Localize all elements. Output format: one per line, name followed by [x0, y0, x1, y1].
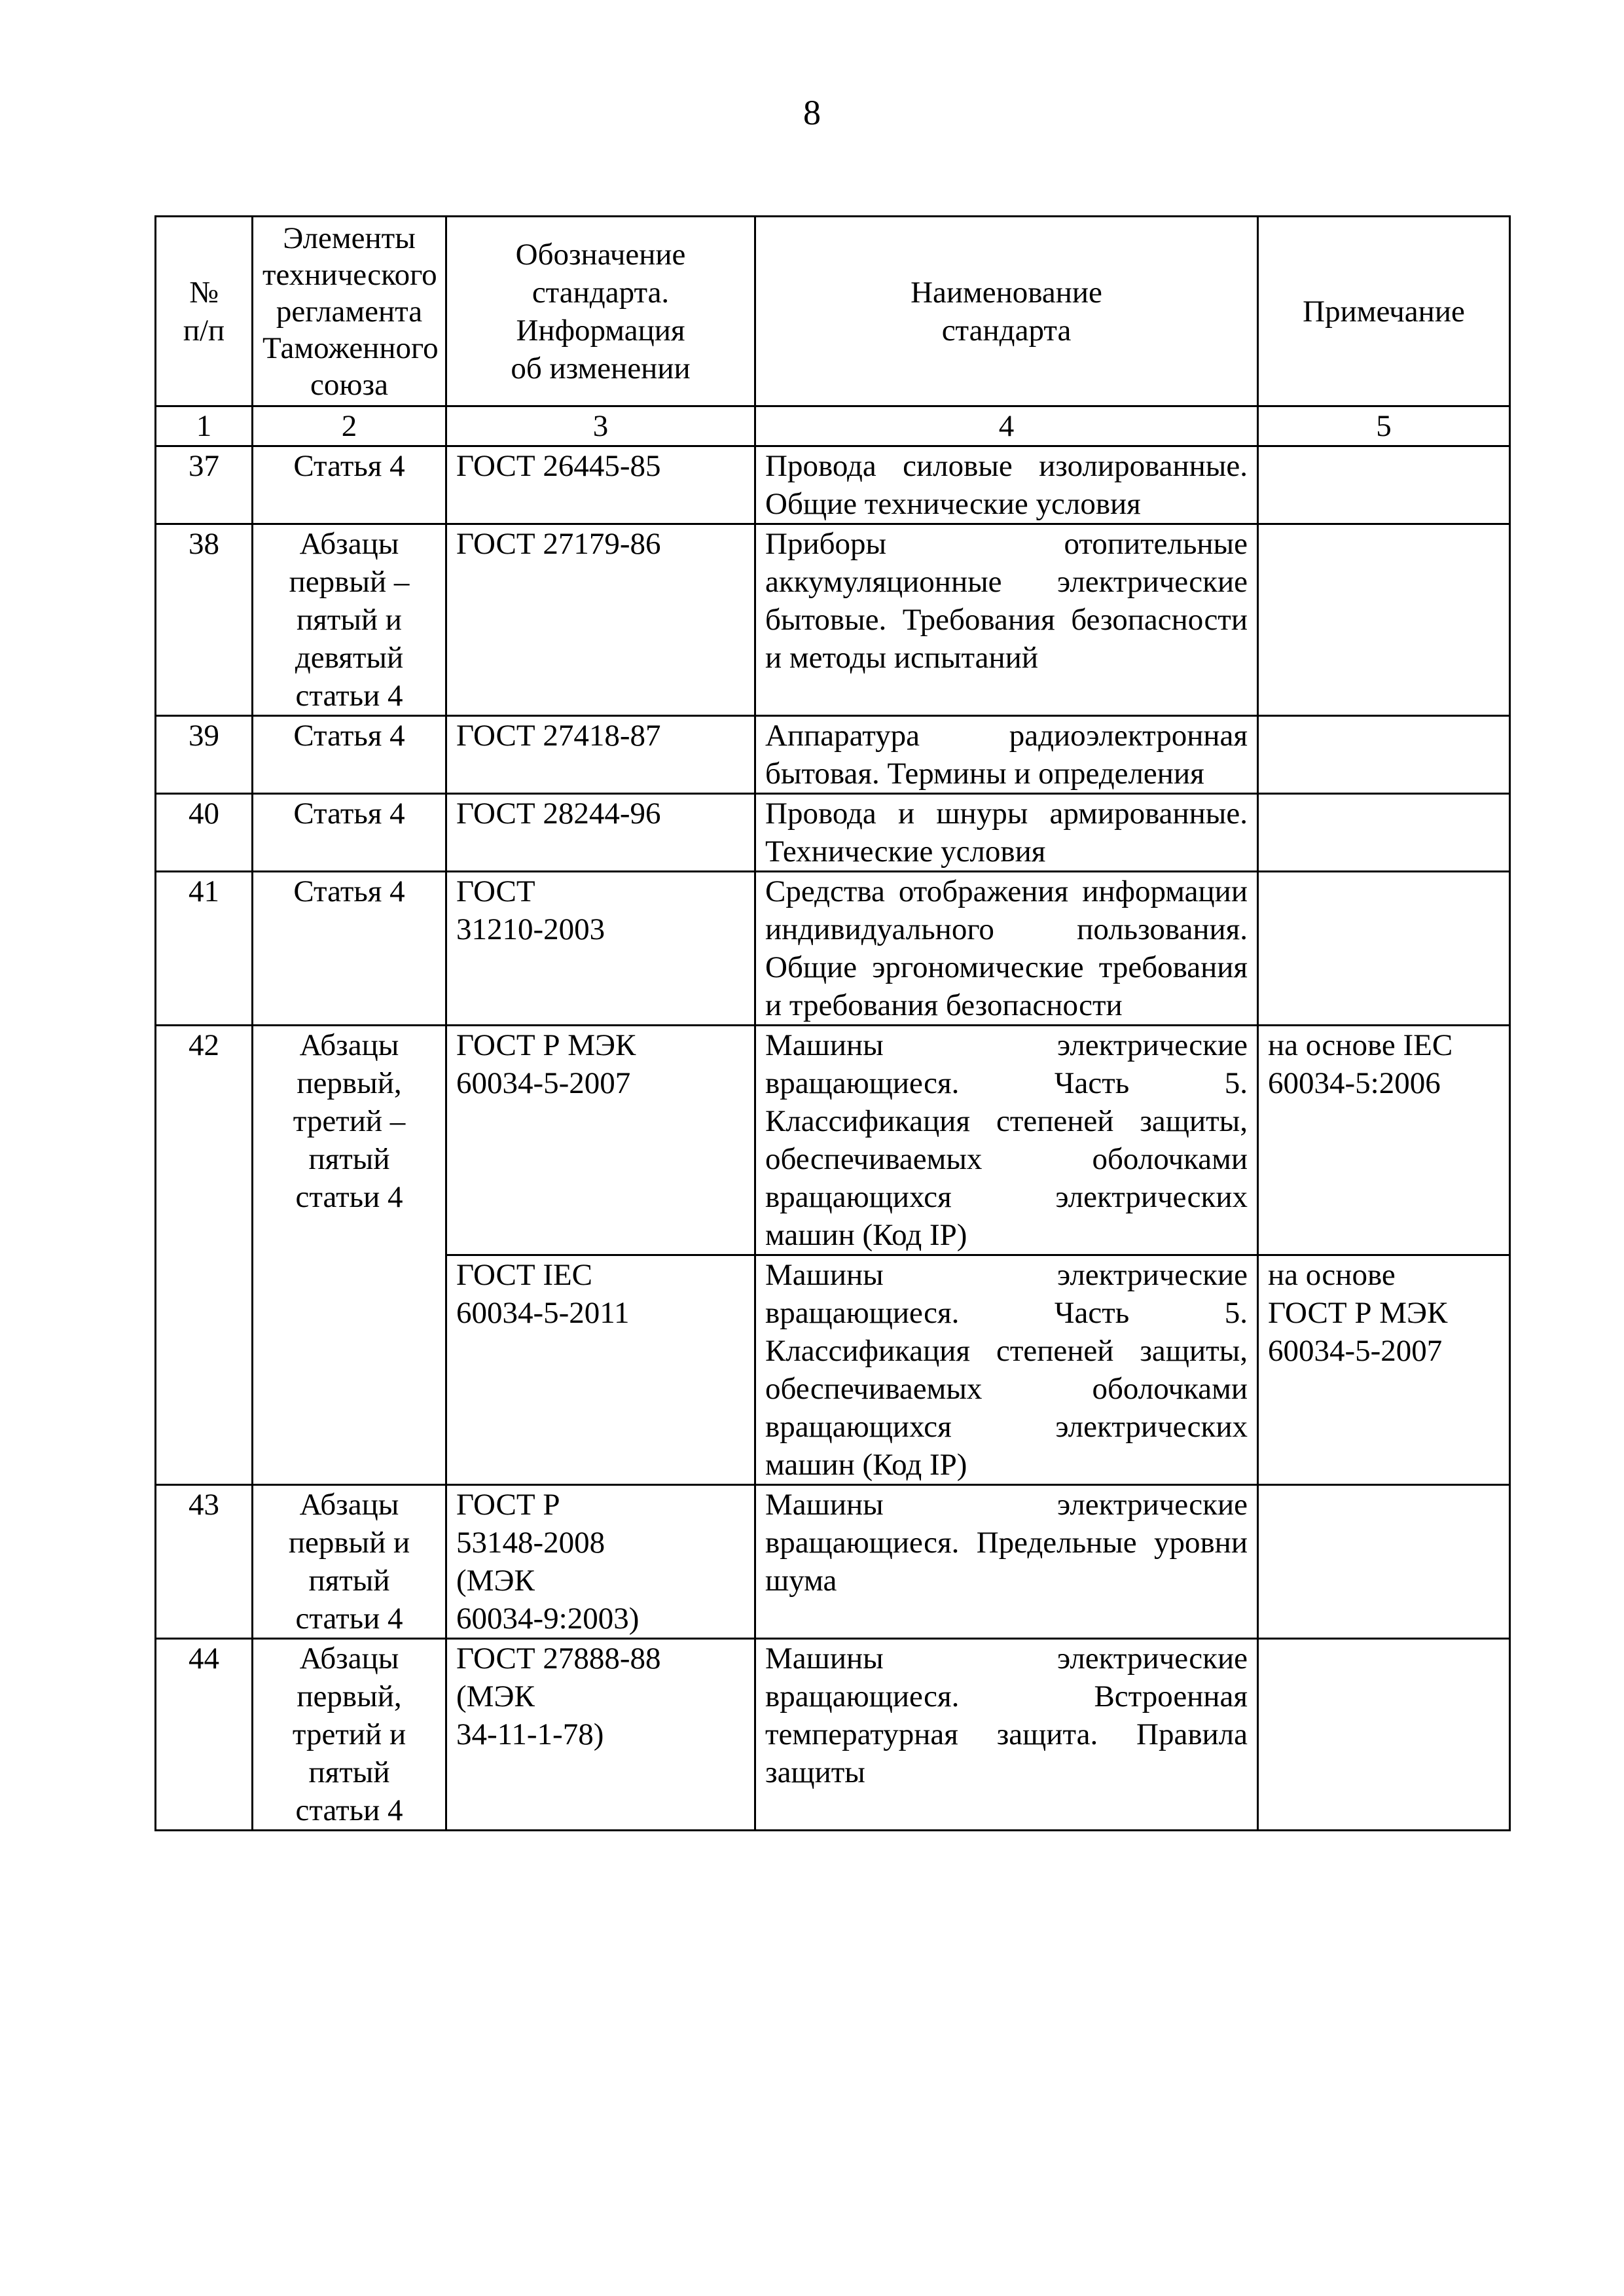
- row-note: [1258, 716, 1510, 794]
- row-element: Статья 4: [253, 872, 446, 1026]
- page-number: 8: [803, 93, 821, 132]
- row-element: Абзацы первый, третий и пятый статьи 4: [253, 1639, 446, 1831]
- row-standard: ГОСТ 28244-96: [446, 794, 755, 872]
- column-number-row: [156, 406, 1510, 446]
- row-number: 44: [156, 1639, 253, 1831]
- row-standard: ГОСТ IEC 60034-5-2011: [446, 1255, 755, 1485]
- row-standard: ГОСТ Р 53148-2008 (МЭК 60034-9:2003): [446, 1485, 755, 1639]
- header-number: № п/п: [156, 217, 253, 406]
- table-row: [156, 794, 1510, 872]
- row-number: 37: [156, 446, 253, 524]
- column-number: 1: [156, 406, 253, 446]
- row-name: Средства отображения информации индивидуального пользования. Общие эргономические требования и требования безопасности: [755, 872, 1258, 1026]
- header-note: Примечание: [1258, 217, 1510, 406]
- table-row: [156, 716, 1510, 794]
- table-row: [156, 1026, 1510, 1255]
- row-number: 42: [156, 1026, 253, 1485]
- row-note: [1258, 1639, 1510, 1831]
- row-name: Провода силовые изолированные. Общие технические условия: [755, 446, 1258, 524]
- row-number: 40: [156, 794, 253, 872]
- row-note: [1258, 524, 1510, 716]
- row-standard: ГОСТ Р МЭК 60034-5-2007: [446, 1026, 755, 1255]
- header-standard: Обозначение стандарта. Информация об изменении: [446, 217, 755, 406]
- table-row: [156, 524, 1510, 716]
- row-name: Машины электрические вращающиеся. Часть 5. Классификация степеней защиты, обеспечиваемых оболочками вращающихся электрических машин (Код IP): [755, 1026, 1258, 1255]
- table-row: [156, 872, 1510, 1026]
- standards-table: [154, 215, 1511, 1831]
- column-number: 3: [446, 406, 755, 446]
- row-element: Абзацы первый – пятый и девятый статьи 4: [253, 524, 446, 716]
- table-row: [156, 1485, 1510, 1639]
- header-elements: Элементы технического регламента Таможенного союза: [253, 217, 446, 406]
- row-element: Абзацы первый и пятый статьи 4: [253, 1485, 446, 1639]
- row-name: Приборы отопительные аккумуляционные электрические бытовые. Требования безопасности и методы испытаний: [755, 524, 1258, 716]
- row-note: [1258, 872, 1510, 1026]
- row-number: 39: [156, 716, 253, 794]
- table-header-row: [156, 217, 1510, 406]
- row-element: Статья 4: [253, 716, 446, 794]
- row-standard: ГОСТ 27418-87: [446, 716, 755, 794]
- column-number: 4: [755, 406, 1258, 446]
- row-note: [1258, 794, 1510, 872]
- row-note: [1258, 1485, 1510, 1639]
- row-note: на основе ГОСТ Р МЭК 60034-5-2007: [1258, 1255, 1510, 1485]
- table-row: [156, 446, 1510, 524]
- row-number: 43: [156, 1485, 253, 1639]
- row-number: 38: [156, 524, 253, 716]
- row-name: Провода и шнуры армированные. Технические условия: [755, 794, 1258, 872]
- row-standard: ГОСТ 27888-88 (МЭК 34-11-1-78): [446, 1639, 755, 1831]
- column-number: 2: [253, 406, 446, 446]
- row-element: Статья 4: [253, 446, 446, 524]
- row-note: [1258, 446, 1510, 524]
- row-standard: ГОСТ 27179-86: [446, 524, 755, 716]
- row-number: 41: [156, 872, 253, 1026]
- table-row: [156, 1639, 1510, 1831]
- row-name: Машины электрические вращающиеся. Встроенная температурная защита. Правила защиты: [755, 1639, 1258, 1831]
- row-name: Машины электрические вращающиеся. Предельные уровни шума: [755, 1485, 1258, 1639]
- row-name: Аппаратура радиоэлектронная бытовая. Термины и определения: [755, 716, 1258, 794]
- row-element: Абзацы первый, третий – пятый статьи 4: [253, 1026, 446, 1485]
- row-name: Машины электрические вращающиеся. Часть 5. Классификация степеней защиты, обеспечиваемых оболочками вращающихся электрических машин (Код IP): [755, 1255, 1258, 1485]
- row-standard: ГОСТ 31210-2003: [446, 872, 755, 1026]
- header-name: Наименование стандарта: [755, 217, 1258, 406]
- column-number: 5: [1258, 406, 1510, 446]
- row-element: Статья 4: [253, 794, 446, 872]
- row-note: на основе IEC 60034-5:2006: [1258, 1026, 1510, 1255]
- row-standard: ГОСТ 26445-85: [446, 446, 755, 524]
